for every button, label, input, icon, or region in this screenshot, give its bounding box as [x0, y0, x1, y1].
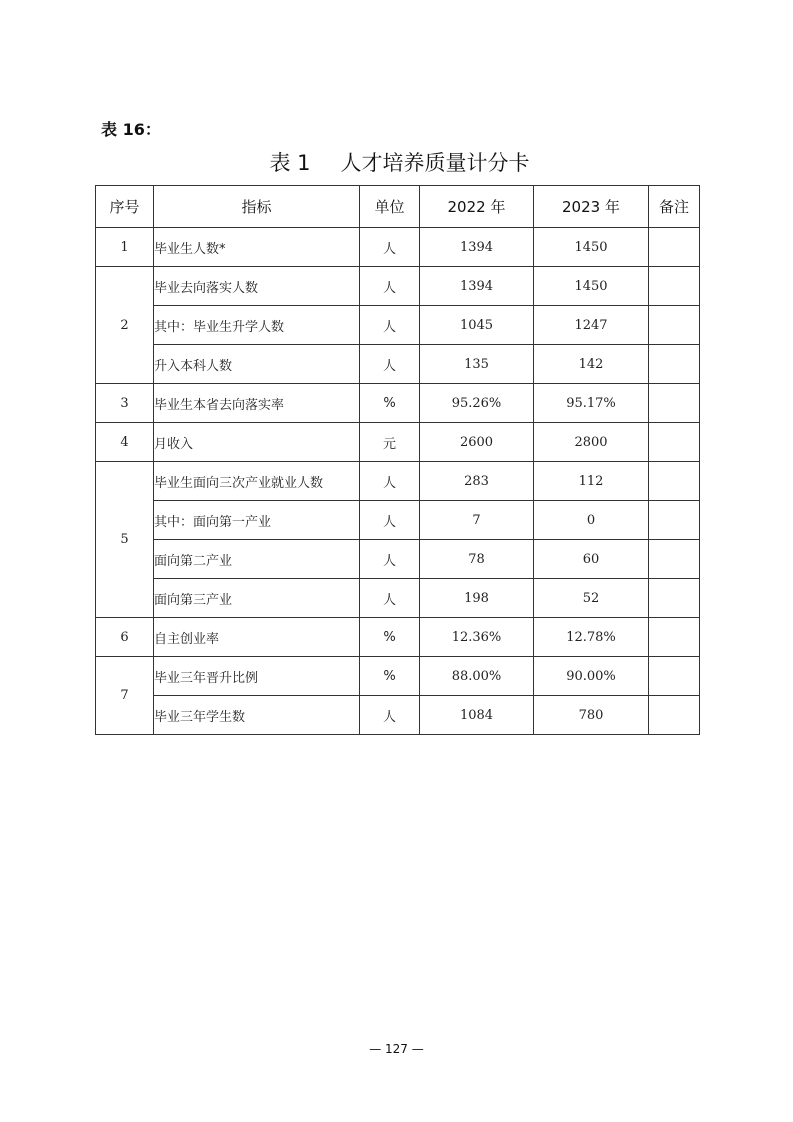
table-header-row [96, 186, 700, 228]
unit-cell: 人 [360, 696, 420, 735]
unit-cell: 人 [360, 345, 420, 384]
value-2022-cell: 135 [420, 345, 534, 384]
table-row [96, 501, 700, 540]
value-2022-cell: 7 [420, 501, 534, 540]
header-2023: 2023 年 [534, 186, 649, 228]
value-2023-cell: 1247 [534, 306, 649, 345]
remark-cell [649, 384, 700, 423]
value-2023-cell: 60 [534, 540, 649, 579]
table-row [96, 657, 700, 696]
unit-cell: 人 [360, 579, 420, 618]
value-2022-cell: 1394 [420, 228, 534, 267]
unit-cell: % [360, 618, 420, 657]
unit-cell: 人 [360, 228, 420, 267]
remark-cell [649, 306, 700, 345]
value-2022-cell: 88.00% [420, 657, 534, 696]
value-2023-cell: 90.00% [534, 657, 649, 696]
value-2022-cell: 78 [420, 540, 534, 579]
remark-cell [649, 501, 700, 540]
value-2023-cell: 0 [534, 501, 649, 540]
value-2022-cell: 2600 [420, 423, 534, 462]
header-unit: 单位 [360, 186, 420, 228]
indicator-cell: 毕业去向落实人数 [154, 267, 360, 306]
unit-cell: % [360, 384, 420, 423]
value-2023-cell: 112 [534, 462, 649, 501]
seq-cell: 2 [96, 267, 154, 384]
table-row [96, 462, 700, 501]
value-2023-cell: 780 [534, 696, 649, 735]
table-row [96, 345, 700, 384]
value-2022-cell: 283 [420, 462, 534, 501]
remark-cell [649, 345, 700, 384]
unit-cell: 元 [360, 423, 420, 462]
indicator-cell: 毕业三年晋升比例 [154, 657, 360, 696]
indicator-cell: 自主创业率 [154, 618, 360, 657]
remark-cell [649, 657, 700, 696]
remark-cell [649, 267, 700, 306]
table-row [96, 306, 700, 345]
indicator-cell: 面向第二产业 [154, 540, 360, 579]
value-2023-cell: 1450 [534, 228, 649, 267]
indicator-cell: 毕业三年学生数 [154, 696, 360, 735]
value-2023-cell: 1450 [534, 267, 649, 306]
value-2023-cell: 95.17% [534, 384, 649, 423]
seq-cell: 1 [96, 228, 154, 267]
indicator-cell: 面向第三产业 [154, 579, 360, 618]
talent-scorecard-table [95, 185, 700, 735]
table-row [96, 423, 700, 462]
table-title [0, 148, 793, 178]
value-2022-cell: 1084 [420, 696, 534, 735]
seq-cell: 5 [96, 462, 154, 618]
unit-cell: % [360, 657, 420, 696]
table-row [96, 696, 700, 735]
unit-cell: 人 [360, 462, 420, 501]
header-remark: 备注 [649, 186, 700, 228]
value-2023-cell: 142 [534, 345, 649, 384]
unit-cell: 人 [360, 306, 420, 345]
header-seq: 序号 [96, 186, 154, 228]
value-2023-cell: 12.78% [534, 618, 649, 657]
seq-cell: 7 [96, 657, 154, 735]
value-2022-cell: 1394 [420, 267, 534, 306]
value-2022-cell: 1045 [420, 306, 534, 345]
seq-cell: 3 [96, 384, 154, 423]
value-2023-cell: 52 [534, 579, 649, 618]
remark-cell [649, 423, 700, 462]
header-2022: 2022 年 [420, 186, 534, 228]
table-title-text: 人才培养质量计分卡 [340, 151, 530, 175]
page-number: — 127 — [369, 1042, 424, 1056]
table-caption: 表 16： [101, 120, 161, 139]
indicator-cell: 其中：面向第一产业 [154, 501, 360, 540]
table-number: 表 1 [269, 151, 311, 175]
table-row [96, 384, 700, 423]
indicator-cell: 其中：毕业生升学人数 [154, 306, 360, 345]
remark-cell [649, 696, 700, 735]
indicator-cell: 月收入 [154, 423, 360, 462]
header-indicator: 指标 [154, 186, 360, 228]
indicator-cell: 毕业生人数* [154, 228, 360, 267]
value-2022-cell: 198 [420, 579, 534, 618]
remark-cell [649, 540, 700, 579]
remark-cell [649, 462, 700, 501]
value-2022-cell: 12.36% [420, 618, 534, 657]
value-2023-cell: 2800 [534, 423, 649, 462]
unit-cell: 人 [360, 267, 420, 306]
table-row [96, 579, 700, 618]
indicator-cell: 升入本科人数 [154, 345, 360, 384]
indicator-cell: 毕业生面向三次产业就业人数 [154, 462, 360, 501]
table-row [96, 618, 700, 657]
unit-cell: 人 [360, 540, 420, 579]
value-2022-cell: 95.26% [420, 384, 534, 423]
indicator-cell: 毕业生本省去向落实率 [154, 384, 360, 423]
remark-cell [649, 579, 700, 618]
seq-cell: 4 [96, 423, 154, 462]
remark-cell [649, 228, 700, 267]
table-row [96, 540, 700, 579]
unit-cell: 人 [360, 501, 420, 540]
table-row [96, 267, 700, 306]
table-row [96, 228, 700, 267]
remark-cell [649, 618, 700, 657]
seq-cell: 6 [96, 618, 154, 657]
